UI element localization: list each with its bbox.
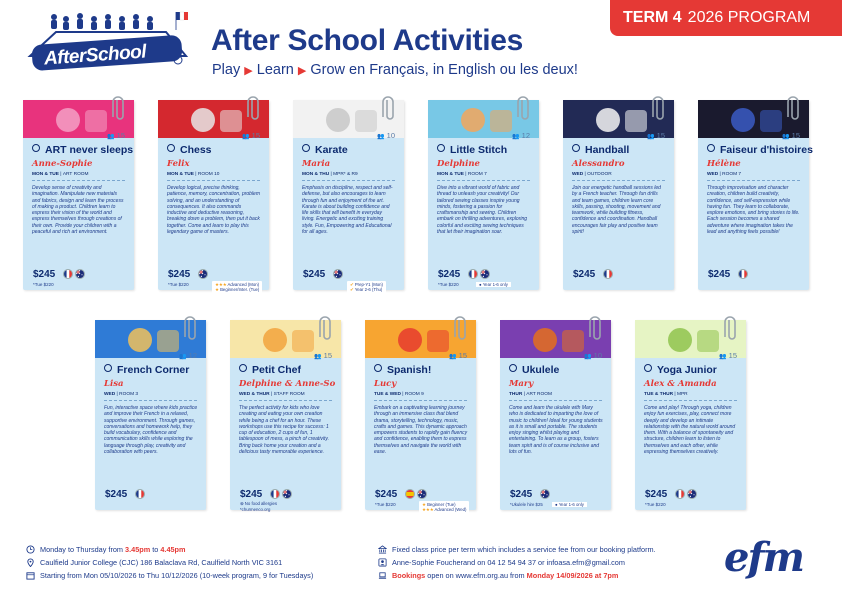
tagline <box>212 62 578 78</box>
activity-card <box>428 100 539 290</box>
teacher-name: Delphine <box>437 159 480 169</box>
capacity-badge <box>449 351 467 360</box>
schedule-days: WED & THUR <box>239 392 270 397</box>
separator: | <box>719 172 721 177</box>
france-flag-icon <box>468 269 478 279</box>
kids-icon: 👥 <box>107 134 115 140</box>
teacher-name: Alessandro <box>572 159 625 169</box>
level-text: Prep-Y1 (Mon) <box>354 282 383 287</box>
level-marker: ★ <box>215 287 219 293</box>
activity-note: ⊗ No food allergies <box>240 501 278 506</box>
language-flags <box>63 269 85 279</box>
teacher-name: Alex & Amanda <box>644 379 717 389</box>
activity-description: Develop logical, precise thinking, patience, memory, concentration, problem solving, and an understanding of consequences. It also commands inductive and deductive reasoning, breaking down a problem, then put it back together. Come and learn to play this legendary game of masters. <box>167 185 261 236</box>
schedule-days: THUR <box>509 392 523 397</box>
activity-note: ● Year 1-6 only <box>476 282 511 287</box>
price: $245 <box>33 269 56 280</box>
paperclip-icon <box>652 96 668 124</box>
schedule <box>239 392 305 397</box>
activity-description: Dive into a vibrant world of fabric and thread to unleash your creativity! Our tailored sewing classes inspire young minds, fostering a passion for craftsmanship and sewing. Children embark on thrilling adventures, exploring colorful and exciting sewing techniques that let their imagination soar. <box>437 185 528 236</box>
kids-icon: 👥 <box>512 134 520 140</box>
spain-flag-icon <box>405 489 415 499</box>
teacher-name: Hélène <box>707 159 741 169</box>
bank-icon <box>378 545 387 554</box>
activity-name: Petit Chef <box>239 364 301 376</box>
price: $245 <box>573 269 596 280</box>
activity-description: Emphasis on discipline, respect and self-defense, but also encourages to learn through fun and enjoyment of the art. Karate is about building confidence and life skills that will benefit in everyday living. Energetic and exciting training style. Fun, Empowering and Educational for all ages. <box>302 185 393 236</box>
level-text: Advanced (Mon) <box>227 282 260 287</box>
activity-name: Karate <box>302 144 348 156</box>
schedule-days: MON & TUE <box>32 172 59 177</box>
tuesday-price: *Tue $220 <box>645 502 666 507</box>
teacher-name: Anne-Sophie <box>32 159 93 169</box>
price: $245 <box>303 269 326 280</box>
term-banner <box>610 0 842 36</box>
activity-card <box>230 320 341 510</box>
paperclip-icon <box>517 96 533 124</box>
capacity-value: 15 <box>116 131 125 140</box>
paperclip-icon <box>787 96 803 124</box>
hours-prefix: Monday to Thursday from <box>40 545 124 554</box>
divider <box>707 180 800 181</box>
footer-bookings <box>378 571 618 580</box>
schedule-days: WED <box>104 392 116 397</box>
activity-card <box>698 100 813 290</box>
triangle-icon: ▶ <box>244 65 253 77</box>
capacity-value: 15 <box>791 131 800 140</box>
activity-card <box>563 100 674 290</box>
level-info <box>347 281 386 293</box>
kids-icon: 👥 <box>584 354 592 360</box>
divider <box>167 180 260 181</box>
activity-card <box>158 100 269 293</box>
language-flags <box>270 489 292 499</box>
paperclip-icon <box>247 96 263 124</box>
language-flags <box>540 489 550 499</box>
teacher-name: Lucy <box>374 379 397 389</box>
capacity-value: 10 <box>386 131 395 140</box>
bookings-label: Bookings <box>392 571 426 580</box>
separator: | <box>674 392 676 397</box>
divider <box>239 400 332 401</box>
activity-note-2: ● Year 1-6 only <box>552 502 587 507</box>
language-flags <box>468 269 490 279</box>
level-row <box>422 507 466 512</box>
activity-description: Come and learn the ukulele with Mary who is dedicated to imparting the love of music to children! Ideal for young students as it is small and portable. The students enjoy singing whilst playing and entertaining. To learn as a group, fosters team spirit and is of course inclusive and lots of fun. <box>509 405 603 456</box>
tagline-play: Play <box>212 62 241 78</box>
schedule-room: OUTDOOR <box>587 172 612 177</box>
schedule-days: MON & THU <box>302 172 330 177</box>
france-flag-icon <box>738 269 748 279</box>
capacity-badge <box>584 351 602 360</box>
price: $245 <box>708 269 731 280</box>
paperclip-icon <box>319 316 335 344</box>
activity-card <box>500 320 611 510</box>
level-info <box>212 281 262 293</box>
activity-description: Embark on a captivating learning journey through an immersive class that blend drama, storytelling, technology, music, crafts and games. This dynamic approach empowers students to rapidly gain fluency and confidence, enabling them to express themselves and navigate the world with ease. <box>374 405 468 456</box>
teacher-name: Delphine & Anne-So <box>239 379 336 389</box>
level-text: Beginner (Tue) <box>427 502 456 507</box>
page-title: After School Activities <box>211 24 524 57</box>
level-marker: ✔ <box>350 282 354 287</box>
teacher-name: Mary <box>509 379 534 389</box>
activity-note: *Ukulele hire $25 <box>510 502 543 507</box>
capacity-badge <box>242 131 260 140</box>
calendar-icon <box>26 571 35 580</box>
paperclip-icon <box>454 316 470 344</box>
australia-flag-icon <box>75 269 85 279</box>
activity-description: Through improvisation and character creation, children build creativity, confidence, and self-expression while having fun. They learn to collaborate, explore emotions, and bring stories to life. Each session becomes a shared adventure where imagination takes the lead and anything feels possible! <box>707 185 800 236</box>
separator: | <box>465 172 467 177</box>
price-note-text: Fixed class price per term which includes a service fee from our booking platform. <box>392 545 656 554</box>
activity-name: Yoga Junior <box>644 364 717 376</box>
teacher-name: Maria <box>302 159 331 169</box>
tuesday-price: *Tue $220 <box>33 282 54 287</box>
schedule-room: STAFF ROOM <box>273 392 305 397</box>
price: $245 <box>375 489 398 500</box>
capacity-badge <box>107 131 125 140</box>
clock-icon <box>26 545 35 554</box>
separator: | <box>402 392 404 397</box>
capacity-badge <box>719 351 737 360</box>
schedule-days: WED <box>707 172 719 177</box>
language-flags <box>333 269 343 279</box>
australia-flag-icon <box>282 489 292 499</box>
afterschool-logo <box>26 10 190 76</box>
laptop-icon <box>378 571 387 580</box>
schedule-days: MON & TUE <box>167 172 194 177</box>
activity-name: Chess <box>167 144 212 156</box>
level-text: Year 2-6 (Thu) <box>354 287 383 293</box>
separator: | <box>195 172 197 177</box>
footer-hours <box>26 545 186 554</box>
activity-name: ART never sleeps <box>32 144 133 156</box>
level-marker: ★★★ <box>422 507 434 513</box>
schedule-room: MPR <box>676 392 688 397</box>
divider <box>572 180 665 181</box>
schedule <box>32 172 89 177</box>
activity-card <box>293 100 404 293</box>
level-marker: ★ <box>422 502 426 507</box>
kids-icon: 👥 <box>782 134 790 140</box>
footer-dates <box>26 571 313 580</box>
tuesday-price: *Tue $220 <box>168 282 189 287</box>
capacity-value: 10 <box>593 351 602 360</box>
schedule-days: TUE & THUR <box>644 392 674 397</box>
footer-contact <box>378 558 625 567</box>
bookings-date: Monday 14/09/2026 at 7pm <box>526 571 619 580</box>
divider <box>509 400 602 401</box>
person-icon <box>378 558 387 567</box>
level-marker: ✔ <box>350 287 354 293</box>
capacity-badge <box>377 131 395 140</box>
schedule-room: MPR* & R9 <box>333 172 358 177</box>
hours-to: to <box>152 545 159 554</box>
separator: | <box>584 172 586 177</box>
schedule <box>644 392 688 397</box>
dates-text: Starting from Mon 05/10/2026 to Thu 10/12/2026 (10-week program, 9 for Tuesdays) <box>40 571 314 580</box>
australia-flag-icon <box>540 489 550 499</box>
schedule <box>437 172 487 177</box>
hours-end: 4.45pm <box>160 545 186 554</box>
price: $245 <box>438 269 461 280</box>
schedule <box>509 392 552 397</box>
footer-address <box>26 558 282 567</box>
divider <box>374 400 467 401</box>
france-flag-icon <box>675 489 685 499</box>
divider <box>104 400 197 401</box>
schedule <box>572 172 612 177</box>
capacity-badge <box>314 351 332 360</box>
level-text: Beginner/Inter. (Tue) <box>220 287 260 293</box>
australia-flag-icon <box>198 269 208 279</box>
language-flags <box>405 489 427 499</box>
program-label: 2026 PROGRAM <box>687 9 811 26</box>
efm-logo-text: efm <box>724 534 803 581</box>
divider <box>437 180 530 181</box>
capacity-value: 15 <box>728 351 737 360</box>
schedule-room: ROOM 7 <box>722 172 742 177</box>
teacher-name: Felix <box>167 159 190 169</box>
separator: | <box>116 392 118 397</box>
schedule <box>302 172 358 177</box>
kids-icon: 👥 <box>647 134 655 140</box>
divider <box>302 180 395 181</box>
activity-description: Come and play! Through yoga, children enjoy fun exercises, play, connect more deeply and develop an intimate relationship with the natural world around them. With a balance of spontaneity and structure, children learn to listen to themselves and each other, while expressing themselves creatively. <box>644 405 736 456</box>
activity-description: The perfect activity for kids who love creating and eating your own creation while being a chef for an hour. These workshops use this recipe for success: 1 cup of education, 2 cups of fun, 1 tablespoon of mess, a pinch of creativity. Bring back home your creation and a delicious tasty memorable experience. <box>239 405 329 456</box>
paperclip-icon <box>184 316 200 344</box>
australia-flag-icon <box>480 269 490 279</box>
divider <box>32 180 125 181</box>
schedule-days: WED <box>572 172 584 177</box>
language-flags <box>738 269 748 279</box>
activity-card <box>365 320 476 513</box>
schedule-room: ROOM 9 <box>404 392 424 397</box>
capacity-value: 15 <box>323 351 332 360</box>
activity-name: Handball <box>572 144 629 156</box>
schedule-room: ROOM 10 <box>197 172 220 177</box>
tuesday-price: *Tue $220 <box>375 502 396 507</box>
price: $245 <box>645 489 668 500</box>
activity-name: Little Stitch <box>437 144 507 156</box>
france-flag-icon <box>603 269 613 279</box>
language-flags <box>675 489 697 499</box>
triangle-icon: ▶ <box>297 65 307 77</box>
schedule-room: ROOM 3 <box>119 392 139 397</box>
capacity-badge <box>179 351 197 360</box>
paperclip-icon <box>382 96 398 124</box>
paperclip-icon <box>589 316 605 344</box>
price: $245 <box>240 489 263 500</box>
australia-flag-icon <box>687 489 697 499</box>
schedule <box>374 392 424 397</box>
activity-card <box>635 320 746 510</box>
tagline-learn: Learn <box>256 62 294 78</box>
logo-text: AfterSchool <box>43 41 147 70</box>
efm-logo <box>724 534 818 581</box>
capacity-badge <box>782 131 800 140</box>
activity-description: Develop sense of creativity and imagination. Manipulate new materials and fabrics, design and learn the process of making a product. Children learn to express their vision of the world and express themselves through creations of their own. Provide your children with a peaceful and rich art environment. <box>32 185 124 236</box>
separator: | <box>330 172 332 177</box>
tuesday-price: *Tue $220 <box>438 282 459 287</box>
activity-name: Ukulele <box>509 364 559 376</box>
language-flags <box>135 489 145 499</box>
separator: | <box>60 172 62 177</box>
capacity-value: 15 <box>458 351 467 360</box>
kids-icon: 👥 <box>179 354 187 360</box>
footer-price-note <box>378 545 656 554</box>
bookings-text: open on www.efm.org.au from <box>427 571 525 580</box>
capacity-badge <box>512 131 530 140</box>
activity-name: French Corner <box>104 364 189 376</box>
activity-card <box>95 320 206 510</box>
capacity-value: 15 <box>251 131 260 140</box>
price: $245 <box>168 269 191 280</box>
capacity-value: 15 <box>656 131 665 140</box>
teacher-name: Lisa <box>104 379 124 389</box>
france-flag-icon <box>270 489 280 499</box>
kids-icon: 👥 <box>719 354 727 360</box>
location-pin-icon <box>26 558 35 567</box>
address-text: Caulfield Junior College (CJC) 186 Balaclava Rd, Caulfield North VIC 3161 <box>40 558 283 567</box>
divider <box>644 400 737 401</box>
language-flags <box>198 269 208 279</box>
price: $245 <box>105 489 128 500</box>
schedule <box>167 172 219 177</box>
schedule <box>707 172 741 177</box>
schedule-days: MON & TUE <box>437 172 464 177</box>
level-text: Advanced (Wed) <box>434 507 467 513</box>
kids-icon: 👥 <box>314 354 322 360</box>
language-flags <box>603 269 613 279</box>
capacity-value: 12 <box>188 351 197 360</box>
schedule-days: TUE & WED <box>374 392 401 397</box>
capacity-value: 12 <box>521 131 530 140</box>
capacity-badge <box>647 131 665 140</box>
france-flag-icon <box>63 269 73 279</box>
schedule <box>104 392 138 397</box>
activity-description: Join our energetic handball sessions led by a French teacher. Through fun drills and team games, children learn core skills, passing, shooting, movement and teamwork, while building fitness, confidence and coordination. Handball encourages fair play and positive team spirit! <box>572 185 661 236</box>
level-marker: ★★★ <box>215 282 227 287</box>
level-info <box>419 501 469 513</box>
kids-icon: 👥 <box>449 354 457 360</box>
tagline-grow: Grow en Français, in English ou les deux! <box>310 62 578 78</box>
schedule-room: ART ROOM <box>526 392 552 397</box>
france-flag-icon <box>135 489 145 499</box>
activity-name: Spanish! <box>374 364 431 376</box>
separator: | <box>523 392 525 397</box>
activity-name: Faiseur d'histoires <box>707 144 813 156</box>
paperclip-icon <box>112 96 128 124</box>
schedule-room: ART ROOM <box>62 172 89 177</box>
hours-start: 3.45pm <box>125 545 151 554</box>
contact-text: Anne-Sophie Foucherand on 04 12 54 94 37 or infoasa.efm@gmail.com <box>392 558 625 567</box>
schedule-room: ROOM 7 <box>467 172 487 177</box>
activity-card <box>23 100 134 290</box>
paperclip-icon <box>724 316 740 344</box>
australia-flag-icon <box>333 269 343 279</box>
level-row <box>350 287 383 292</box>
activity-note-2: *churmenco.org <box>240 507 271 512</box>
separator: | <box>271 392 273 397</box>
activity-description: Fun, interactive space where kids practice and improve their French in a relaxed, supportive environment. Through games, conversations and homework help, they build vocabulary, confidence and communication skills while exploring the language through play, creativity and collaboration with peers. <box>104 405 198 456</box>
australia-flag-icon <box>417 489 427 499</box>
term-label: TERM 4 <box>623 9 682 26</box>
kids-icon: 👥 <box>377 134 385 140</box>
kids-icon: 👥 <box>242 134 250 140</box>
level-row <box>215 287 259 292</box>
price: $245 <box>510 489 533 500</box>
